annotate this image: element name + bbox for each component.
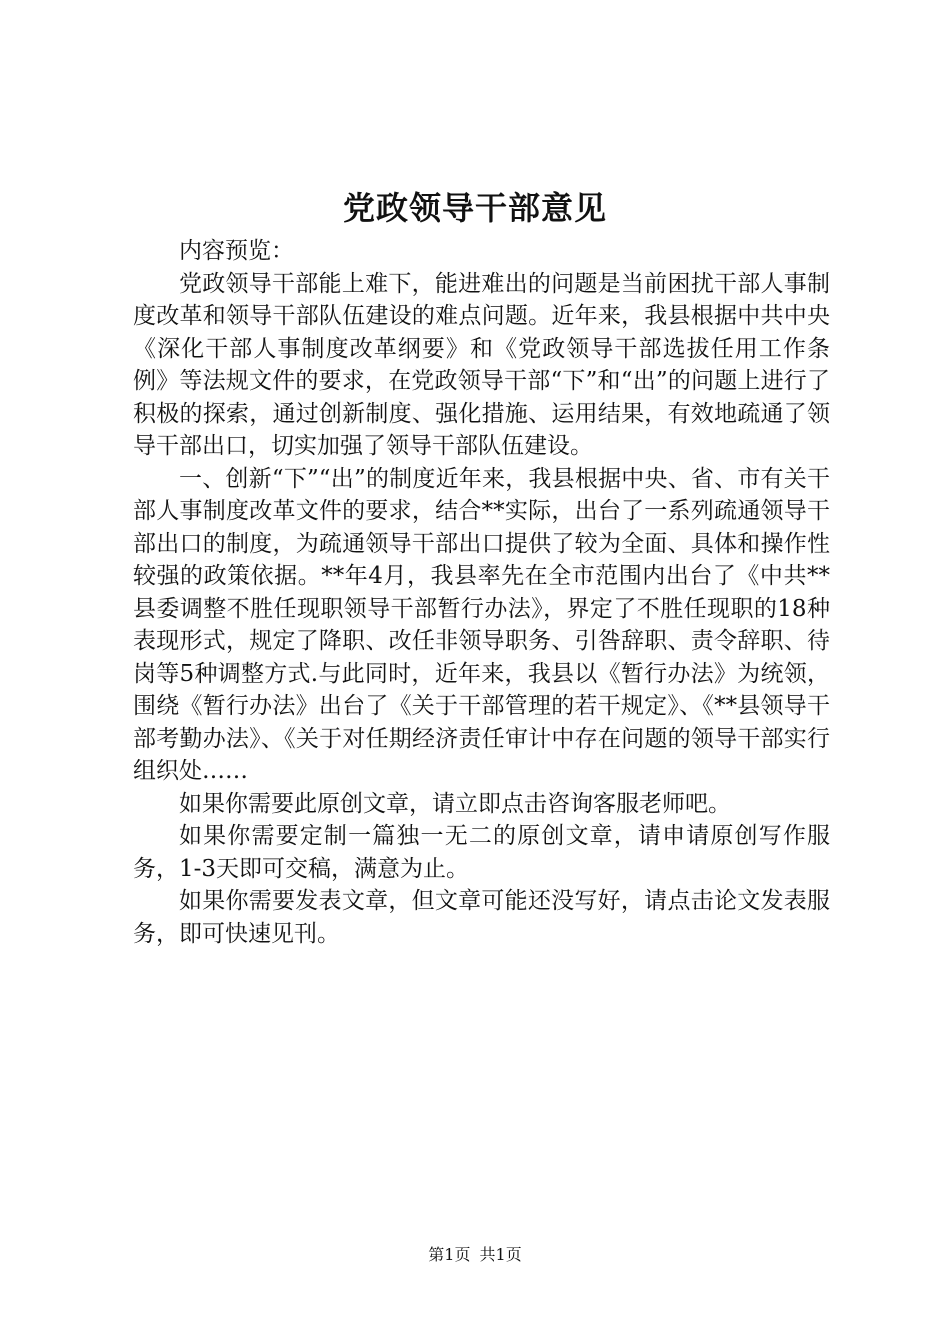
paragraph-section-one: 一、创新“下”“出”的制度近年来，我县根据中央、省、市有关干部人事制度改革文件的要求，结合**实际，出台了一系列疏通领导干部出口的制度，为疏通领导干部出口提供了较为全面、具体和操作性较强的政策依据。**年4月，我县率先在全市范围内出台了《中共**县委调整不胜任现职领导干部暂行办法》，界定了不胜任现职的18种表现形式，规定了降职、改任非领导职务、引咎辞职、责令辞职、待岗等5种调整方式.与此同时，近年来，我县以《暂行办法》为统领，围绕《暂行办法》出台了《关于干部管理的若干规定》、《**县领导干部考勤办法》、《关于对任期经济责任审计中存在问题的领导干部实行组织处…… — [133, 465, 830, 784]
page-footer — [0, 1244, 950, 1266]
paragraph-consult-link[interactable]: 如果你需要此原创文章，请立即点击咨询客服老师吧。 — [179, 790, 731, 817]
paragraph-intro: 党政领导干部能上难下，能进难出的问题是当前困扰干部人事制度改革和领导干部队伍建设的难点问题。近年来，我县根据中共中央《深化干部人事制度改革纲要》和《党政领导干部选拔任用工作条例》等法规文件的要求，在党政领导干部“下”和“出”的问题上进行了积极的探索，通过创新制度、强化措施、运用结果，有效地疏通了领导干部出口，切实加强了领导干部队伍建设。 — [133, 270, 830, 459]
page-total: 共1页 — [479, 1245, 522, 1264]
preview-label: 内容预览： — [179, 238, 294, 264]
document-body — [133, 235, 830, 950]
paragraph-publish-link[interactable]: 如果你需要发表文章，但文章可能还没写好，请点击论文发表服务，即可快速见刊。 — [133, 888, 830, 947]
paragraph-custom-writing-link[interactable]: 如果你需要定制一篇独一无二的原创文章，请申请原创写作服务，1-3天即可交稿，满意为止。 — [133, 823, 830, 882]
page-number: 第1页 — [428, 1245, 471, 1264]
document-title: 党政领导干部意见 — [342, 189, 607, 227]
